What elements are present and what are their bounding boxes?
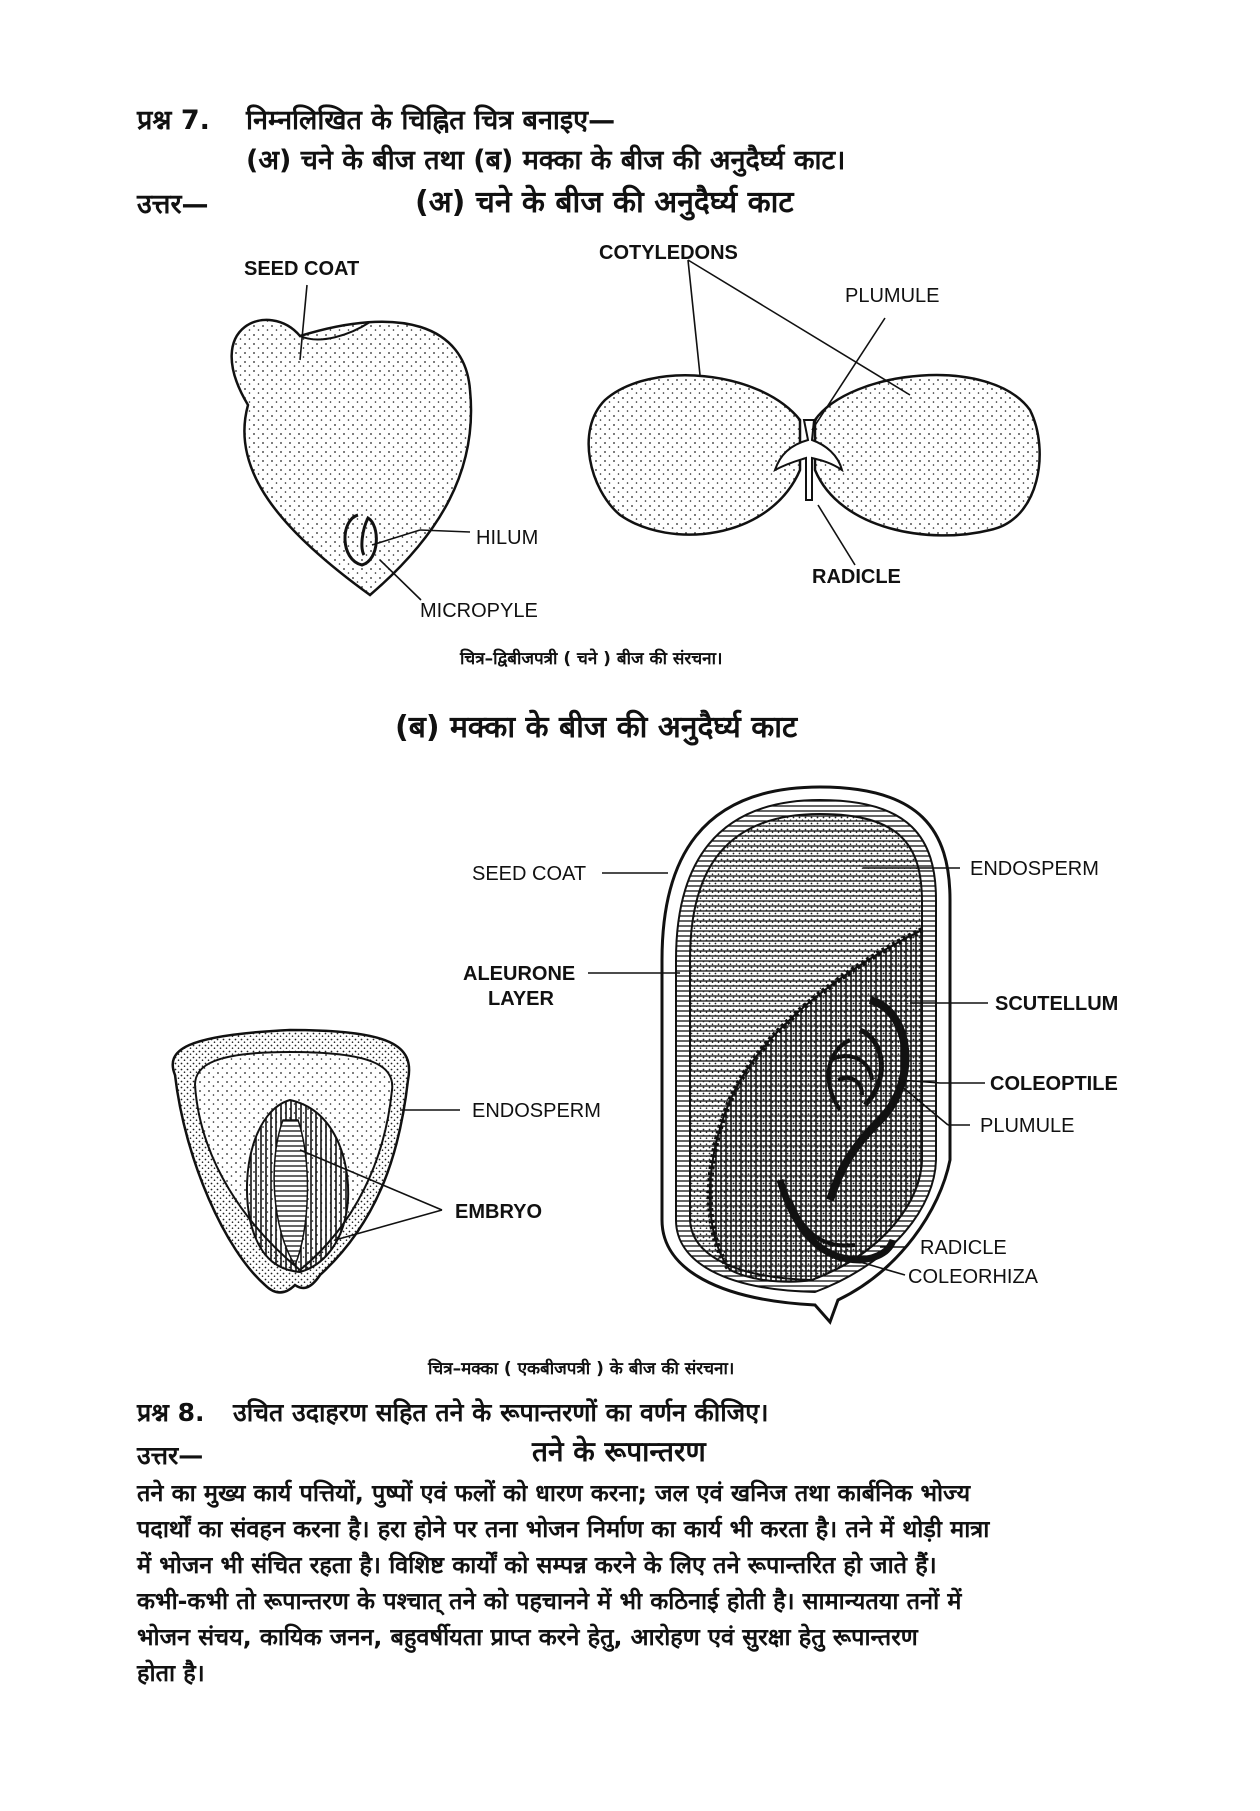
- label-hilum: HILUM: [476, 527, 539, 549]
- section-b-caption: चित्र–मक्का ( एकबीजपत्री ) के बीज की संरचना।: [428, 1359, 735, 1379]
- label-maize-radicle: RADICLE: [920, 1237, 1007, 1259]
- maize-seed-external: [173, 1030, 409, 1293]
- label-coleoptile: COLEOPTILE: [990, 1073, 1118, 1095]
- label-cotyledons: COTYLEDONS: [599, 242, 738, 264]
- label-micropyle: MICROPYLE: [420, 600, 538, 622]
- question-8-heading: तने के रूपान्तरण: [532, 1435, 706, 1468]
- question-8-answer-label: उत्तर—: [137, 1441, 204, 1470]
- label-radicle: RADICLE: [812, 566, 901, 588]
- question-7-label: प्रश्न 7.: [137, 105, 210, 136]
- question-7-text: निम्नलिखित के चिह्नित चित्र बनाइए—: [246, 105, 616, 136]
- label-coleorhiza: COLEORHIZA: [908, 1266, 1039, 1288]
- label-embryo: EMBRYO: [455, 1201, 543, 1223]
- question-8-label: प्रश्न 8.: [137, 1398, 205, 1427]
- label-maize-seed-coat: SEED COAT: [472, 863, 587, 885]
- body-line: कभी-कभी तो रूपान्तरण के पश्चात् तने को पहचानने में भी कठिनाई होती है। सामान्यतया तनों में: [137, 1587, 962, 1615]
- section-a-heading: (अ) चने के बीज की अनुदैर्घ्य काट: [415, 185, 794, 220]
- label-scutellum: SCUTELLUM: [995, 993, 1119, 1015]
- label-seed-coat: SEED COAT: [244, 258, 360, 280]
- label-aleurone: ALEURONE: [463, 963, 576, 985]
- body-line: में भोजन भी संचित रहता है। विशिष्ट कार्यों को सम्पन्न करने के लिए तने रूपान्तरित हो जाते हैं।: [137, 1551, 937, 1579]
- label-maize-plumule: PLUMULE: [980, 1115, 1075, 1137]
- label-endosperm-large: ENDOSPERM: [970, 858, 1099, 880]
- label-aleurone-layer: LAYER: [488, 988, 554, 1010]
- question-7-subtext: (अ) चने के बीज तथा (ब) मक्का के बीज की अनुदैर्घ्य काट।: [246, 145, 846, 176]
- question-8-text: उचित उदाहरण सहित तने के रूपान्तरणों का वर्णन कीजिए।: [233, 1398, 769, 1427]
- body-line: पदार्थों का संवहन करना है। हरा होने पर तना भोजन निर्माण का कार्य भी करता है। तने में थोड़ी मात्रा: [137, 1515, 990, 1543]
- body-line: भोजन संचय, कायिक जनन, बहुवर्षीयता प्राप्त करने हेतु, आरोहण एवं सुरक्षा हेतु रूपान्तरण: [137, 1623, 918, 1651]
- body-line: होता है।: [137, 1659, 205, 1687]
- section-a-caption: चित्र–द्विबीजपत्री ( चने ) बीज की संरचना।: [460, 649, 723, 669]
- section-b-heading: (ब) मक्का के बीज की अनुदैर्घ्य काट: [395, 710, 798, 745]
- label-plumule: PLUMULE: [845, 285, 940, 307]
- label-endosperm-small: ENDOSPERM: [472, 1100, 601, 1122]
- body-line: तने का मुख्य कार्य पत्तियों, पुष्पों एवं फलों को धारण करना; जल एवं खनिज तथा कार्बनिक भोज्य: [137, 1479, 971, 1507]
- answer-label: उत्तर—: [137, 189, 209, 220]
